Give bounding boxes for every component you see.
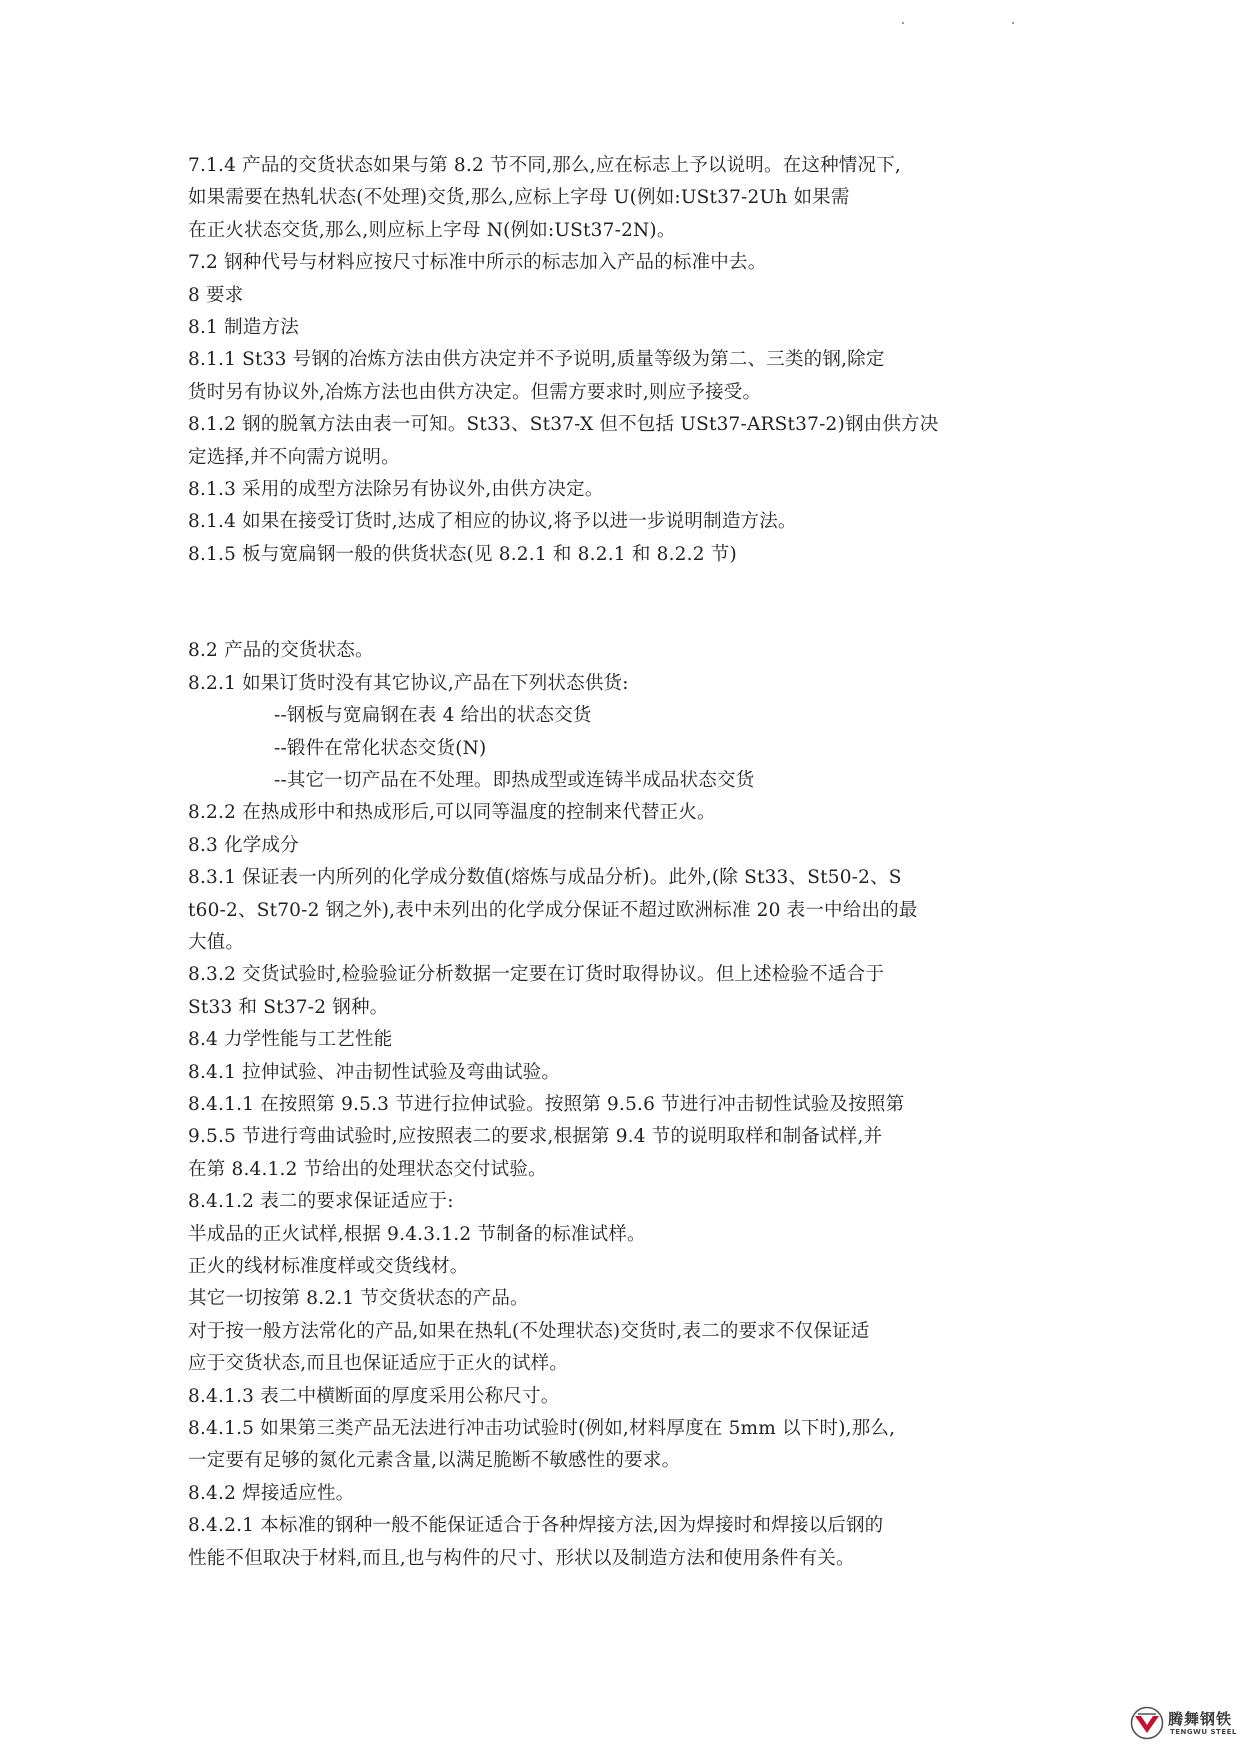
text-line: 8.4.1.2 表二的要求保证适应于: [188,1191,454,1213]
section-heading: 8.4 力学性能与工艺性能 [188,1029,393,1051]
tengwu-logo-icon [1130,1706,1164,1740]
text-line: 性能不但取决于材料,而且,也与构件的尺寸、形状以及制造方法和使用条件有关。 [188,1547,855,1569]
text-line: 定选择,并不向需方说明。 [188,446,400,468]
text-line: 在第 8.4.1.2 节给出的处理状态交付试验。 [188,1158,547,1180]
document-body [188,150,1068,1575]
text-line: 其它一切按第 8.2.1 节交货状态的产品。 [188,1288,529,1310]
text-line: 大值。 [188,931,245,953]
text-line: 8.3.2 交货试验时,检验验证分析数据一定要在订货时取得协议。但上述检验不适合于 [188,964,885,986]
section-heading: 8 要求 [188,284,244,306]
text-line: 8.1.5 板与宽扁钢一般的供货状态(见 8.2.1 和 8.2.1 和 8.2.2 节) [188,543,737,565]
text-line: 8.4.1.1 在按照第 9.5.3 节进行拉伸试验。按照第 9.5.6 节进行冲击韧性试验及按照第 [188,1093,905,1115]
list-item: --钢板与宽扁钢在表 4 给出的状态交货 [274,705,592,727]
text-line: 8.3.1 保证表一内所列的化学成分数值(熔炼与成品分析)。此外,(除 St33、St50-2、S [188,867,902,889]
text-line: 正火的线材标准度样或交货线材。 [188,1256,469,1277]
text-line: 在正火状态交货,那么,则应标上字母 N(例如:USt37-2N)。 [188,219,676,241]
text-line: 8.4.1.3 表二中横断面的厚度采用公称尺寸。 [188,1385,560,1407]
text-line: 货时另有协议外,冶炼方法也由供方决定。但需方要求时,则应予接受。 [188,381,762,403]
text-line: 8.4.2.1 本标准的钢种一般不能保证适合于各种焊接方法,因为焊接时和焊接以后钢的 [188,1515,884,1537]
text-line: 一定要有足够的氮化元素含量,以满足脆断不敏感性的要求。 [188,1450,681,1472]
text-line: 8.4.1.5 如果第三类产品无法进行冲击功试验时(例如,材料厚度在 5mm 以下时),那么, [188,1418,896,1440]
scan-dot [1012,22,1014,24]
paragraph-gap [188,571,1068,635]
logo-name-cn: 腾舞钢铁 [1168,1710,1233,1728]
text-line: 7.2 钢种代号与材料应按尺寸标准中所示的标志加入产品的标准中去。 [188,252,767,274]
section-heading: 8.1 制造方法 [188,317,299,339]
section-heading: 8.4.2 焊接适应性。 [188,1482,355,1504]
section-heading: 8.3 化学成分 [188,834,299,856]
text-line: t60-2、St70-2 钢之外),表中未列出的化学成分保证不超过欧洲标准 20 表一中给出的最 [188,899,918,921]
text-line: 8.1.4 如果在接受订货时,达成了相应的协议,将予以进一步说明制造方法。 [188,511,797,533]
text-line: 半成品的正火试样,根据 9.4.3.1.2 节制备的标准试样。 [188,1223,646,1245]
text-line: 应于交货状态,而且也保证适应于正火的试样。 [188,1353,569,1375]
text-line: 8.4.1 拉伸试验、冲击韧性试验及弯曲试验。 [188,1061,561,1083]
text-line: 8.1.3 采用的成型方法除另有协议外,由供方决定。 [188,479,604,501]
list-item: --锻件在常化状态交货(N) [274,737,487,759]
text-line: 8.2.1 如果订货时没有其它协议,产品在下列状态供货: [188,672,629,694]
scan-dot [902,22,904,24]
text-line: St33 和 St37-2 钢种。 [188,996,389,1018]
text-line: 如果需要在热轧状态(不处理)交货,那么,应标上字母 U(例如:USt37-2Uh 如果需 [188,187,850,209]
text-line: 7.1.4 产品的交货状态如果与第 8.2 节不同,那么,应在标志上予以说明。在这种情况下, [188,155,901,176]
section-heading: 8.2 产品的交货状态。 [188,640,374,662]
logo-name-en: TENGWU STEEL [1170,1728,1237,1736]
text-line: 8.1.2 钢的脱氧方法由表一可知。St33、St37-X 但不包括 USt37-ARSt37-2)钢由供方决 [188,414,939,436]
company-logo [1130,1706,1240,1746]
text-line: 8.1.1 St33 号钢的冶炼方法由供方决定并不予说明,质量等级为第二、三类的钢,除定 [188,349,885,371]
text-line: 对于按一般方法常化的产品,如果在热轧(不处理状态)交货时,表二的要求不仅保证适 [188,1320,870,1342]
text-line: 8.2.2 在热成形中和热成形后,可以同等温度的控制来代替正火。 [188,802,716,824]
text-line: 9.5.5 节进行弯曲试验时,应按照表二的要求,根据第 9.4 节的说明取样和制备试样,并 [188,1126,883,1148]
list-item: --其它一切产品在不处理。即热成型或连铸半成品状态交货 [274,769,755,791]
